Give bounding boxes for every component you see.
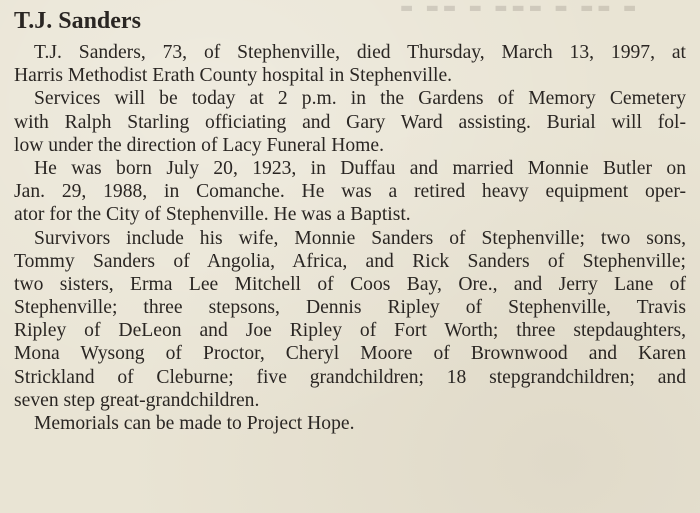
bleed-through-text: ▬ ▬▬ ▬ ▬▬▬ ▬ ▬▬ ▬ xyxy=(400,0,641,14)
text-line: Services will be today at 2 p.m. in the Gardens of Memory Cemetery xyxy=(34,88,686,110)
text-line: Strickland of Cleburne; five grandchildren; 18 stepgrandchildren; and xyxy=(14,366,686,388)
text-line: He was born July 20, 1923, in Duffau and married Monnie Butler on xyxy=(34,157,686,179)
text-line: two sisters, Erma Lee Mitchell of Coos Bay, Ore., and Jerry Lane of xyxy=(14,273,686,295)
text-line: ator for the City of Stephenville. He was a Baptist. xyxy=(14,204,411,226)
text-line: seven step great-grandchildren. xyxy=(14,389,260,411)
text-line: with Ralph Starling officiating and Gary Ward assisting. Burial will fol- xyxy=(14,111,686,133)
text-line: Memorials can be made to Project Hope. xyxy=(34,413,355,434)
text-line: Harris Methodist Erath County hospital in Stephenville. xyxy=(14,65,453,87)
text-line: Ripley of DeLeon and Joe Ripley of Fort Worth; three stepdaughters, xyxy=(14,320,686,342)
text-line: Tommy Sanders of Angolia, Africa, and Rick Sanders of Stephenville; xyxy=(14,250,686,272)
obituary-body xyxy=(0,41,700,435)
text-line: low under the direction of Lacy Funeral Home. xyxy=(14,134,384,156)
obituary-headline: T.J. Sanders xyxy=(14,8,141,34)
text-line: Jan. 29, 1988, in Comanche. He was a retired heavy equipment oper- xyxy=(14,181,686,203)
text-line: T.J. Sanders, 73, of Stephenville, died Thursday, March 13, 1997, at xyxy=(34,42,686,63)
text-line: Survivors include his wife, Monnie Sanders of Stephenville; two sons, xyxy=(34,227,686,249)
text-line: Mona Wysong of Proctor, Cheryl Moore of Brownwood and Karen xyxy=(14,343,686,365)
text-line: Stephenville; three stepsons, Dennis Ripley of Stephenville, Travis xyxy=(14,297,686,319)
